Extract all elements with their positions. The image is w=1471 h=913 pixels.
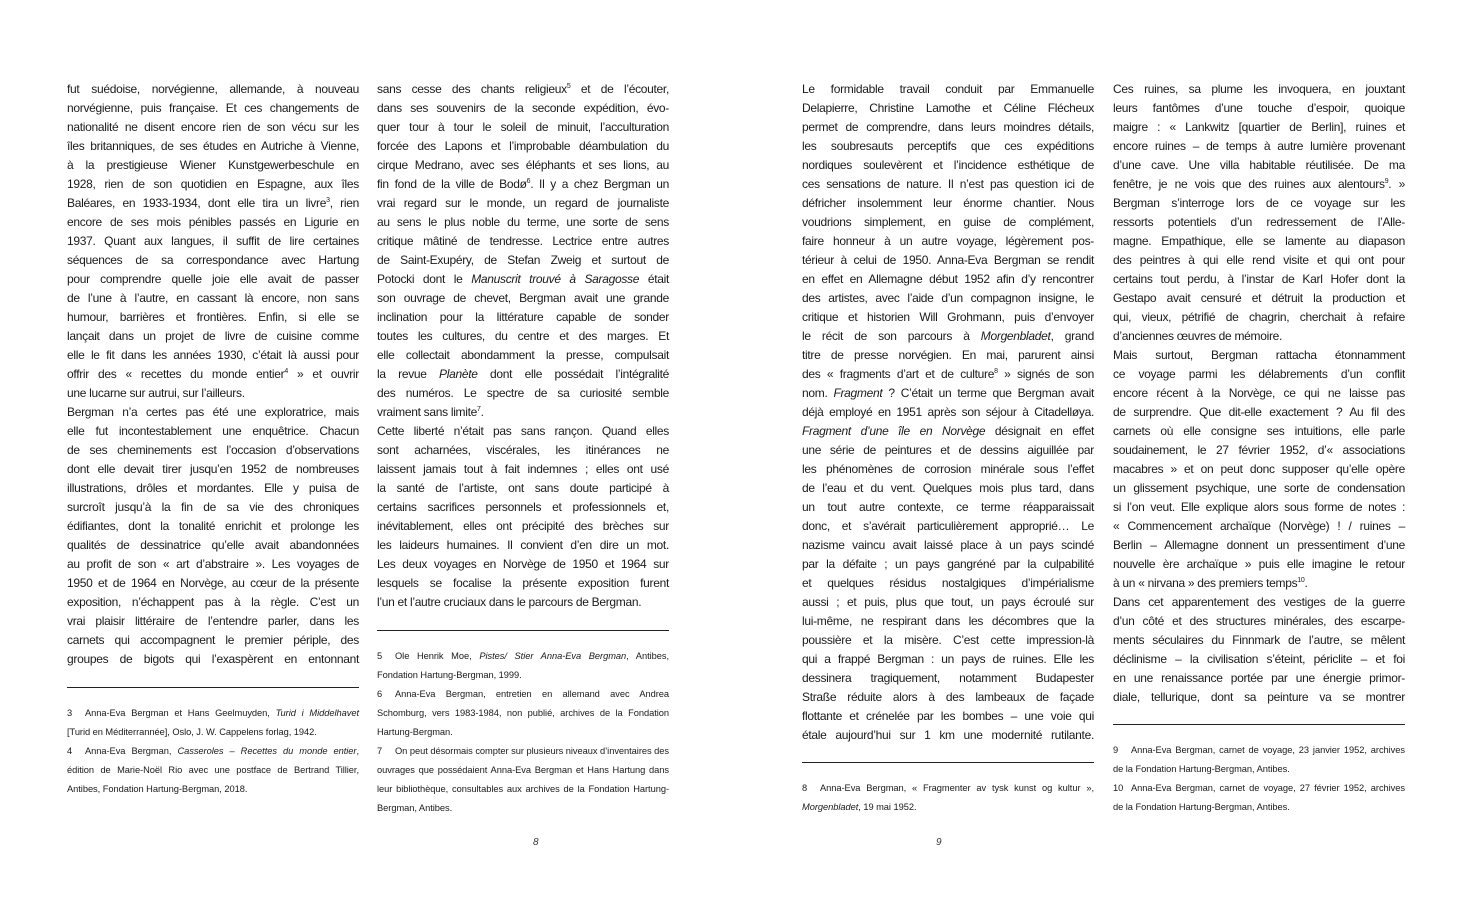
text-line: elle le fit dans les années 1930, c’était là aussi pour (67, 348, 359, 362)
text-line: poussière et la misère. C’est cette impression-là (802, 633, 1094, 647)
text-line: les soubresauts perceptifs que ces expéditions (802, 139, 1094, 153)
text-column (67, 80, 359, 669)
footnotes (67, 704, 359, 799)
paragraph (1113, 346, 1405, 593)
paragraph (1113, 593, 1405, 707)
footnote-ref: 7 (477, 406, 481, 413)
text-line: dessinera tragiquement, notamment Budapester (802, 671, 1094, 685)
text-line: exposition, n’échappent pas à la règle. C’est un (67, 595, 359, 609)
text-line: Le formidable travail conduit par Emmanuelle (802, 82, 1094, 96)
text-column (802, 80, 1094, 745)
italic-title: Fragment d’une île en Norvège (802, 424, 986, 438)
text-line: à un « nirvana » des premiers temps$^{10}$. (1113, 576, 1308, 590)
footnote-divider (377, 630, 669, 631)
text-line: si l’on veut. Elle explique alors sous forme de notes : (1113, 500, 1405, 514)
text-line: le récit de son parcours à Morgenbladet, grand (802, 329, 1094, 343)
text-line: d’un côté et des structures minérales, des escarpe- (1113, 614, 1405, 628)
footnote-ref: 10 (1297, 577, 1305, 584)
text-line: donc, et s’avérait particulièrement approprié… Le (802, 519, 1094, 533)
text-line: fin fond de la ville de Bodø$^6$. Il y a chez Bergman un (377, 177, 669, 191)
text-line: certains tout perdu, à l’instar de Karl Hofer dont la (1113, 272, 1405, 286)
text-line: lui-même, ne respirant dans les décombres que la (802, 614, 1094, 628)
text-line: illustrations, drôles et mordantes. Elle y puisa de (67, 481, 359, 495)
footnote: 4 Anna-Eva Bergman, Casseroles – Recettes du monde entier, édition de Marie-Noël Rio avec une postface de Bertrand Tillier, Antibes, Fondation Hartung-Bergman, 2018. (67, 742, 359, 799)
text-line: encore ruines – de temps à autre lumière provenant (1113, 139, 1405, 153)
text-line: lançait dans un projet de livre de cuisine comme (67, 329, 359, 343)
text-line: térieur à celui de 1950. Anna-Eva Bergman se rendit (802, 253, 1094, 267)
text-line: diale, tellurique, dont sa peinture va se montrer (1113, 690, 1405, 704)
text-line: de ses cheminements est l’occasion d’observations (67, 443, 359, 457)
footnote-divider (67, 687, 359, 688)
text-line: édifiantes, dont la tonalité enrichit et prolonge les (67, 519, 359, 533)
footnote: 6 Anna-Eva Bergman, entretien en allemand avec Andrea Schomburg, vers 1983-1984, non publié, archives de la Fondation Hartung-Bergman. (377, 685, 669, 742)
paragraph (1113, 80, 1405, 346)
text-line: cirque Medrano, avec ses éléphants et ses lions, au (377, 158, 669, 172)
text-line: de Saint-Exupéry, de Stefan Zweig et surtout de (377, 253, 669, 267)
footnote-ref: 9 (1384, 178, 1389, 185)
paragraph (377, 80, 669, 422)
text-line: de surprendre. Que dit-elle exactement ? Au fil des (1113, 405, 1405, 419)
text-line: groupes de bigots qui l’exaspèrent en entonnant (67, 652, 359, 666)
italic-title: Morgenbladet (980, 329, 1051, 343)
text-line: 1937. Quant aux langues, il suffit de lire certaines (67, 234, 359, 248)
italic-title: Planète (439, 367, 478, 381)
text-line: nom. Fragment ? C’était un terme que Bergman avait (802, 386, 1094, 400)
text-line: de l’eau et du vent. Quelques mois plus tard, dans (802, 481, 1094, 495)
text-line: pour comprendre quelle joie elle avait de passer (67, 272, 359, 286)
text-line: nationalité ne disent encore rien de son vécu sur les (67, 120, 359, 134)
text-line: 1928, rien de son quotidien en Espagne, aux îles (67, 177, 359, 191)
text-line: Mais surtout, Bergman rattacha étonnamment (1113, 348, 1405, 362)
text-line: « Commencement archaïque (Norvège) ! / ruines – (1113, 519, 1405, 533)
text-line: fut suédoise, norvégienne, allemande, à nouveau (67, 82, 359, 96)
text-line: carnets qui accompagnent le premier périple, des (67, 633, 359, 647)
text-line: toutes les cultures, du centre et des marges. Et (377, 329, 669, 343)
text-line: Delapierre, Christine Lamothe et Céline Flécheux (802, 101, 1094, 115)
page-number: 9 (936, 837, 942, 848)
text-line: certains sacrifices personnels et professionnels et, (377, 500, 669, 514)
footnotes (1113, 741, 1405, 817)
text-line: séquences de sa correspondance avec Hartung (67, 253, 359, 267)
text-line: à la prestigieuse Wiener Kunstgewerbeschule en (67, 158, 359, 172)
footnote-number: 6 (377, 689, 383, 699)
text-line: des artistes, avec l’aide d’un compagnon insigne, le (802, 291, 1094, 305)
text-line: quer tour à tour le soleil de minuit, l’acculturation (377, 120, 669, 134)
text-line: nordiques soulevèrent et l’incidence esthétique de (802, 158, 1094, 172)
footnote-divider (1113, 724, 1405, 725)
footnote-ref: 3 (326, 197, 330, 204)
italic-title: Pistes/ Stier Anna-Eva Bergman (479, 651, 627, 661)
text-line: inévitablement, elles ont précipité des brèches sur (377, 519, 669, 533)
text-line: au sens le plus noble du terme, une sorte de sens (377, 215, 669, 229)
footnote-number: 3 (67, 708, 73, 718)
text-line: soudainement, le 27 février 1952, d’« associations (1113, 443, 1405, 457)
footnote: 5 Ole Henrik Moe, Pistes/ Stier Anna-Eva Bergman, Antibes, Fondation Hartung-Bergman, 1999. (377, 647, 669, 685)
text-line: vrai regard sur le monde, un regard de journaliste (377, 196, 669, 210)
footnote: 9 Anna-Eva Bergman, carnet de voyage, 23 janvier 1952, archives de la Fondation Hartung-Bergman, Antibes. (1113, 741, 1405, 779)
text-line: norvégienne, puis française. Et ces changements de (67, 101, 359, 115)
text-line: qui, vieux, pétrifié de chagrin, cherchait à refaire (1113, 310, 1405, 324)
text-line: dans ses souvenirs de la seconde expédition, évo- (377, 101, 669, 115)
text-line: encore récent à la Norvège, ce qui ne laisse pas (1113, 386, 1405, 400)
text-line: ressorts potentiels d’un redressement de l’Alle- (1113, 215, 1405, 229)
text-line: Dans cet apparentement des vestiges de la guerre (1113, 595, 1405, 609)
text-line: Cette liberté n’était pas sans rançon. Quand elles (377, 424, 669, 438)
text-line: en effet en Allemagne début 1952 afin d’y rencontrer (802, 272, 1094, 286)
text-line: voudrions simplement, en guise de complément, (802, 215, 1094, 229)
text-line: Bergman n’a certes pas été une exploratrice, mais (67, 405, 359, 419)
footnote-ref: 6 (526, 178, 531, 185)
text-line: ce voyage parmi les délabrements d’un conflit (1113, 367, 1405, 381)
text-line: sans cesse des chants religieux$^5$ et de l’écouter, (377, 82, 670, 96)
text-line: un tout autre contexte, ce terme réapparaissait (802, 500, 1094, 514)
text-line: les laideurs humaines. Il convient d’en dire un mot. (377, 538, 669, 552)
text-line: ces sensations de nature. Il n’est pas question ici de (802, 177, 1094, 191)
text-column (1113, 80, 1405, 707)
footnote-divider (802, 762, 1094, 763)
footnote-number: 5 (377, 651, 383, 661)
footnote-number: 7 (377, 746, 383, 756)
text-line: faire honneur à un autre voyage, légèrement pos- (802, 234, 1094, 248)
text-line: dont elle devait tirer jusqu’en 1952 de nombreuses (67, 462, 359, 476)
footnote-number: 4 (67, 746, 73, 756)
text-line: carnets où elle consigne ses intuitions, elle parle (1113, 424, 1405, 438)
footnote-number: 9 (1113, 745, 1119, 755)
text-line: la santé de l’artiste, ont sans doute participé à (377, 481, 669, 495)
text-line: une lucarne sur autrui, sur l’ailleurs. (67, 386, 245, 400)
text-line: en une renaissance portée par une énergie primor- (1113, 671, 1405, 685)
text-line: encore de ses mois pénibles passés en Ligurie en (67, 215, 359, 229)
text-line: critique mâtiné de tendresse. Lectrice entre autres (377, 234, 669, 248)
text-line: permet de comprendre, dans leurs moindres détails, (802, 120, 1094, 134)
text-line: laissent jamais tout à fait indemnes ; elles ont usé (377, 462, 669, 476)
text-column (377, 80, 669, 612)
text-line: les phénomènes de corrosion minérale sous l’effet (802, 462, 1094, 476)
text-line: qualités de dessinatrice qu’elle avait abandonnées (67, 538, 359, 552)
text-line: Gestapo avait censuré et détruit la production et (1113, 291, 1405, 305)
page-number: 8 (533, 837, 539, 848)
text-line: humour, barrières et frontières. Enfin, si elle se (67, 310, 359, 324)
text-line: Fragment d’une île en Norvège désignait en effet (802, 424, 1094, 438)
text-line: défricher insolemment leur énorme chantier. Nous (802, 196, 1094, 210)
text-line: elle fut incontestablement une enquêtrice. Chacun (67, 424, 359, 438)
text-line: Baléares, en 1933-1934, dont elle tira un livre$^3$, rien (67, 196, 359, 210)
text-line: Berlin – Allemagne donnent un pressentiment d’une (1113, 538, 1405, 552)
text-line: une série de peintures et de dessins aiguillée par (802, 443, 1094, 457)
text-line: lesquels se focalise la présente exposition furent (377, 576, 669, 590)
text-line: offrir des « recettes du monde entier$^4$ » et ouvrir (67, 367, 359, 381)
text-line: déclinisme – la civilisation s’éteint, périclite – et foi (1113, 652, 1405, 666)
footnote-ref: 4 (284, 368, 288, 375)
italic-title: Manuscrit trouvé à Saragosse (471, 272, 640, 286)
text-line: sont acharnées, viscérales, les itinérances ne (377, 443, 669, 457)
text-line: nouvelle ère archaïque » puis elle imagine le retour (1113, 557, 1405, 571)
footnote: 7 On peut désormais compter sur plusieurs niveaux d’inventaires des ouvrages que possédaient Anna-Eva Bergman et Hans Hartung dans leur bibliothèque, consultables aux archives de la Fondation Hartung-Bergman, Antibes. (377, 742, 669, 818)
text-line: Ces ruines, sa plume les invoquera, en jouxtant (1113, 82, 1405, 96)
footnote: 10 Anna-Eva Bergman, carnet de voyage, 27 février 1952, archives de la Fondation Hartung-Bergman, Antibes. (1113, 779, 1405, 817)
footnote: 3 Anna-Eva Bergman et Hans Geelmuyden, Turid i Middelhavet [Turid en Méditerrannée], Oslo, J. W. Cappelens forlag, 1942. (67, 704, 359, 742)
italic-title: Casseroles – Recettes du monde entier (177, 746, 357, 756)
text-line: forcée des Lapons et l’improbable déambulation du (377, 139, 669, 153)
text-line: flottante et crénelée par les bombes – une voie qui (802, 709, 1094, 723)
italic-title: Fragment (833, 386, 883, 400)
text-line: aussi ; et puis, plus que tout, un pays écroulé sur (802, 595, 1094, 609)
text-line: magne. Empathique, elle se lamente au diapason (1113, 234, 1405, 248)
footnote-number: 10 (1113, 783, 1124, 793)
text-line: Les deux voyages en Norvège de 1950 et 1964 sur (377, 557, 669, 571)
text-line: maigre : « Lankwitz [quartier de Berlin], ruines et (1113, 120, 1405, 134)
text-line: et quelques résidus nostalgiques d’impérialisme (802, 576, 1094, 590)
text-line: nazisme vaincu avait laissé place à un pays scindé (802, 538, 1094, 552)
text-line: vraiment sans limite$^7$. (377, 405, 484, 419)
paragraph (67, 80, 359, 403)
text-line: des numéros. Le spectre de sa curiosité semble (377, 386, 669, 400)
footnote-ref: 5 (566, 83, 571, 90)
text-line: la revue Planète dont elle possédait l’intégralité (377, 367, 669, 381)
text-line: titre de presse norvégien. En mai, parurent ainsi (802, 348, 1094, 362)
text-line: des peintres à qui elle rend visite et qui ont pour (1113, 253, 1405, 267)
italic-title: Morgenbladet (802, 802, 859, 812)
text-line: Straße réduite alors à des lambeaux de façade (802, 690, 1094, 704)
text-line: Potocki dont le Manuscrit trouvé à Saragosse était (377, 272, 670, 286)
text-line: un glissement psychique, une sorte de condensation (1113, 481, 1405, 495)
footnote-number: 8 (802, 783, 808, 793)
text-line: qui a frappé Bergman : un pays de ruines. Elle les (802, 652, 1094, 666)
text-line: d’anciennes œuvres de mémoire. (1113, 329, 1283, 343)
text-line: leurs fantômes d’une touche d’espoir, quoique (1113, 101, 1405, 115)
footnote: 8 Anna-Eva Bergman, « Fragmenter av tysk kunst og kultur », Morgenbladet, 19 mai 1952. (802, 779, 1094, 817)
text-line: au profit de son « art d’abstraire ». Les voyages de (67, 557, 359, 571)
text-line: macabres » et on peut donc supposer qu’elle opère (1113, 462, 1405, 476)
text-line: déjà employé en 1951 après son séjour à Citadelløya. (802, 405, 1094, 419)
text-line: l’un et l’autre cruciaux dans le parcours de Bergman. (377, 595, 642, 609)
text-line: Bergman s’interroge lors de ce voyage sur les (1113, 196, 1405, 210)
footnote-ref: 8 (994, 368, 998, 375)
text-line: de l’une à l’autre, en cassant là encore, non sans (67, 291, 359, 305)
text-line: 1950 et de 1964 en Norvège, au cœur de la présente (67, 576, 359, 590)
text-line: critique et historien Will Grohmann, puis d’envoyer (802, 310, 1094, 324)
footnotes (802, 779, 1094, 817)
text-line: inclination pour la littérature capable de sonder (377, 310, 669, 324)
text-line: d’une cave. Une villa habitable réutilisée. De ma (1113, 158, 1405, 172)
italic-title: Turid i Middelhavet (275, 708, 360, 718)
paragraph (67, 403, 359, 669)
footnotes (377, 647, 669, 818)
paragraph (377, 422, 669, 612)
text-line: fenêtre, je ne vois que des ruines aux alentours$^9$. » (1113, 177, 1405, 191)
text-line: des « fragments d’art et de culture$^8$ » signés de son (802, 367, 1094, 381)
text-line: par la défaite ; un pays gangréné par la culpabilité (802, 557, 1094, 571)
text-line: vrai plaisir littéraire de l’entendre parler, dans les (67, 614, 359, 628)
text-line: surcroît jusqu’à la fin de sa vie des chroniques (67, 500, 359, 514)
text-line: étale aujourd’hui sur 1 km une modernité rutilante. (802, 728, 1094, 742)
text-line: son ouvrage de chevet, Bergman avait une grande (377, 291, 669, 305)
paragraph (802, 80, 1094, 745)
text-line: îles britanniques, de ses études en Autriche à Vienne, (67, 139, 359, 153)
text-line: elle collectait abondamment la presse, compulsait (377, 348, 669, 362)
text-line: ments séculaires du Finnmark de l’autre, se mêlent (1113, 633, 1405, 647)
